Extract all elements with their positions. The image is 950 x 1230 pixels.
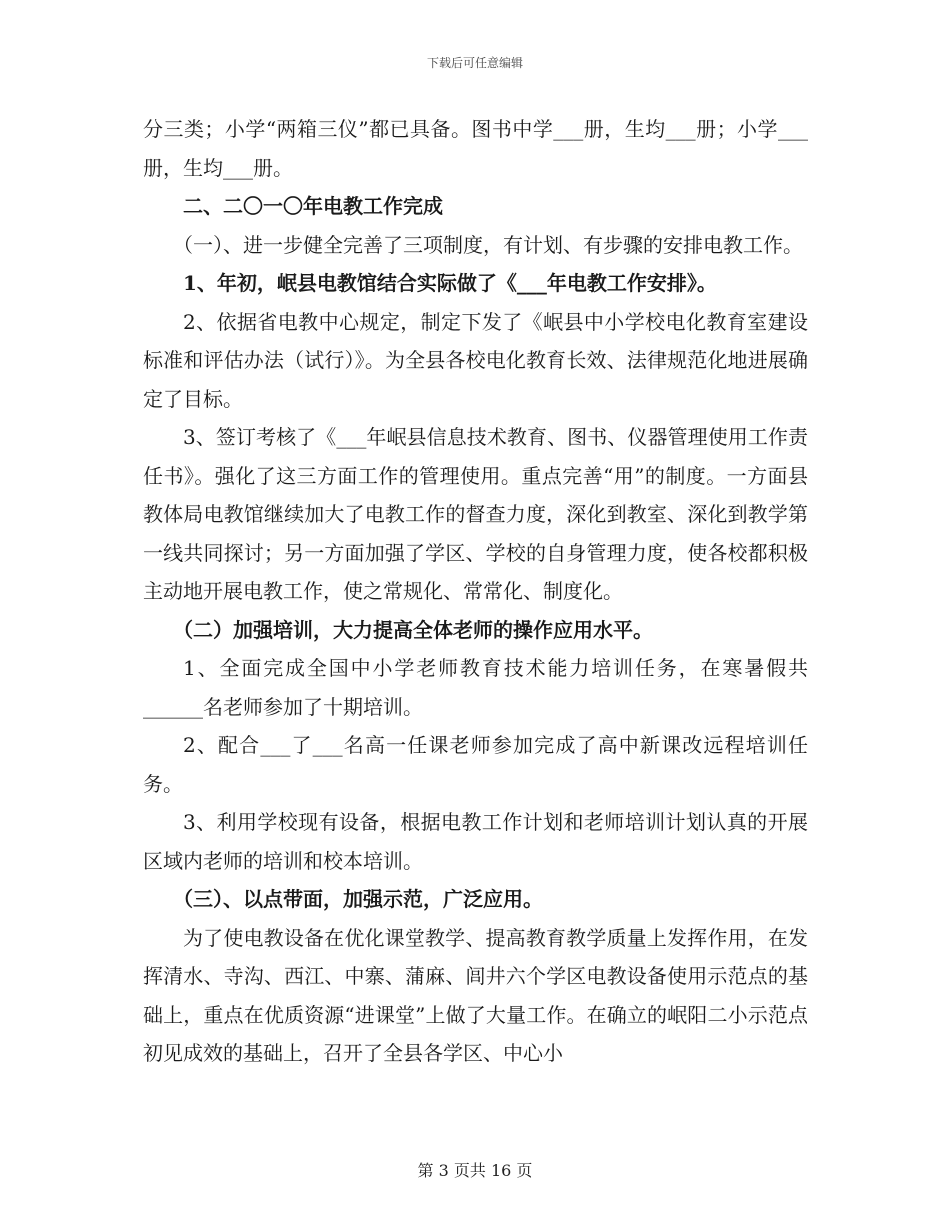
- page-number: 第 3 页共 16 页: [417, 1161, 533, 1180]
- paragraph-training-1: 1、全面完成全国中小学老师教育技术能力培训任务，在寒暑假共______名老师参加了十期培训。: [143, 656, 808, 719]
- paragraph-training-3: 3、利用学校现有设备，根据电教工作计划和老师培训计划认真的开展区域内老师的培训和校本培训。: [143, 810, 808, 873]
- subsection-heading-3: （三）、以点带面，加强示范，广泛应用。: [173, 887, 543, 911]
- paragraph-library-stats: 分三类；小学“两箱三仪”都已具备。图书中学___册，生均___册；小学___册，生均___册。: [143, 117, 808, 180]
- document-body: [143, 110, 808, 1073]
- paragraph-training-2: 2、配合___了___名高一任课老师参加完成了高中新课改远程培训任务。: [143, 733, 808, 796]
- paragraph-item-2: 2、依据省电教中心规定，制定下发了《岷县中小学校电化教育室建设标准和评估办法（试行）》。为全县各校电化教育长效、法律规范化地进展确定了目标。: [143, 309, 808, 411]
- paragraph-demonstration: 为了使电教设备在优化课堂教学、提高教育教学质量上发挥作用，在发挥清水、寺沟、西江、中寨、蒲麻、闾井六个学区电教设备使用示范点的基础上，重点在优质资源“进课堂”上做了大量工作。在确立的岷阳二小示范点初见成效的基础上，召开了全县各学区、中心小: [143, 925, 808, 1065]
- section-heading-2010-work: 二、二〇一〇年电教工作完成: [183, 194, 443, 218]
- subsection-heading-2: （二）加强培训，大力提高全体老师的操作应用水平。: [173, 617, 653, 642]
- paragraph-item-3: 3、签订考核了《___年岷县信息技术教育、图书、仪器管理使用工作责任书》。强化了这三方面工作的管理使用。重点完善“用”的制度。一方面县教体局电教馆继续加大了电教工作的督查力度，深化到教室、深化到教学第一线共同探讨；另一方面加强了学区、学校的自身管理力度，使各校都积极主动地开展电教工作，使之常规化、常常化、制度化。: [143, 425, 808, 603]
- page-header-note: 下载后可任意编辑: [426, 56, 523, 70]
- paragraph-item-1-bold: 1、年初，岷县电教馆结合实际做了《___年电教工作安排》。: [183, 271, 717, 295]
- subsection-heading-1: （一）、进一步健全完善了三项制度，有计划、有步骤的安排电教工作。: [173, 232, 803, 257]
